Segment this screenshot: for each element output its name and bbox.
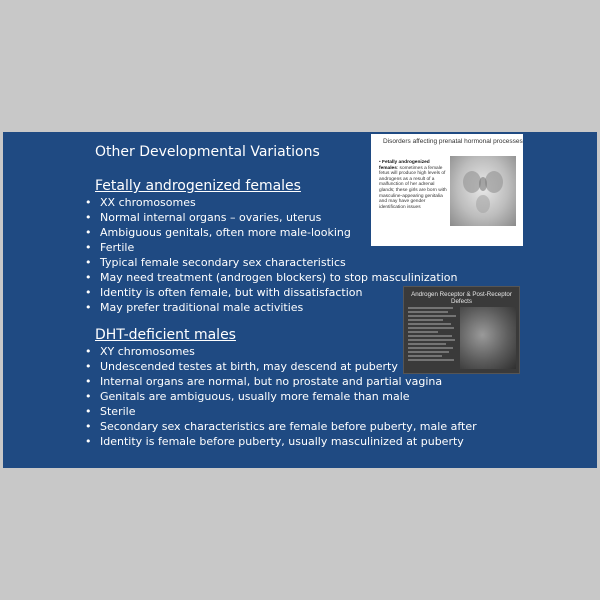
slide-title: Other Developmental Variations [95, 144, 320, 160]
section-heading-fetally-androgenized: Fetally androgenized females [95, 178, 301, 194]
bullet-item: • Secondary sex characteristics are female before puberty, male after [85, 419, 477, 434]
bullet-item: • Genitals are ambiguous, usually more female than male [85, 389, 477, 404]
inset-slide-androgen-receptor [403, 286, 520, 374]
bullet-item: • XY chromosomes [85, 344, 477, 359]
inset-body-text: • Fetally androgenized females: sometimes a female fetus will produce high levels of androgens as a result of a malfunction of her adrenal glands; these girls are born with masculine-appearing genitalia and may have gender identification issues [379, 160, 447, 210]
section-heading-dht-deficient: DHT-deficient males [95, 327, 236, 343]
bullet-item: • Fertile [85, 240, 457, 255]
inset-bold-term: Fetally androgenized females [379, 160, 430, 171]
medical-photo [450, 156, 516, 226]
inset-title: Disorders affecting prenatal hormonal processes [383, 138, 523, 145]
bullet-item: • May need treatment (androgen blockers) to stop masculinization [85, 270, 457, 285]
inset2-title: Androgen Receptor & Post-Receptor Defects [411, 291, 512, 305]
bullet-item: • Sterile [85, 404, 477, 419]
inset-slide-prenatal-disorders [371, 134, 523, 246]
inset2-small-text [408, 307, 458, 369]
bullet-item: • Identity is often female, but with dissatisfaction [85, 285, 457, 300]
medical-photo [460, 307, 516, 369]
bullet-item: • Normal internal organs – ovaries, uterus [85, 210, 457, 225]
bullet-item: • XX chromosomes [85, 195, 457, 210]
bullet-item: • Ambiguous genitals, often more male-looking [85, 225, 457, 240]
bullet-item: • Undescended testes at birth, may descend at puberty [85, 359, 477, 374]
bullet-item: • May prefer traditional male activities [85, 300, 457, 315]
bullet-item: • Identity is female before puberty, usually masculinized at puberty [85, 434, 477, 449]
slide [3, 132, 597, 468]
bullet-item: • Internal organs are normal, but no prostate and partial vagina [85, 374, 477, 389]
bullet-item: • Typical female secondary sex characteristics [85, 255, 457, 270]
inset-body: : sometimes a female fetus will produce high levels of androgens as a result of a malfunction of her adrenal glands; these girls are born with masculine-appearing genitalia and may have gender identification issues [379, 165, 447, 210]
